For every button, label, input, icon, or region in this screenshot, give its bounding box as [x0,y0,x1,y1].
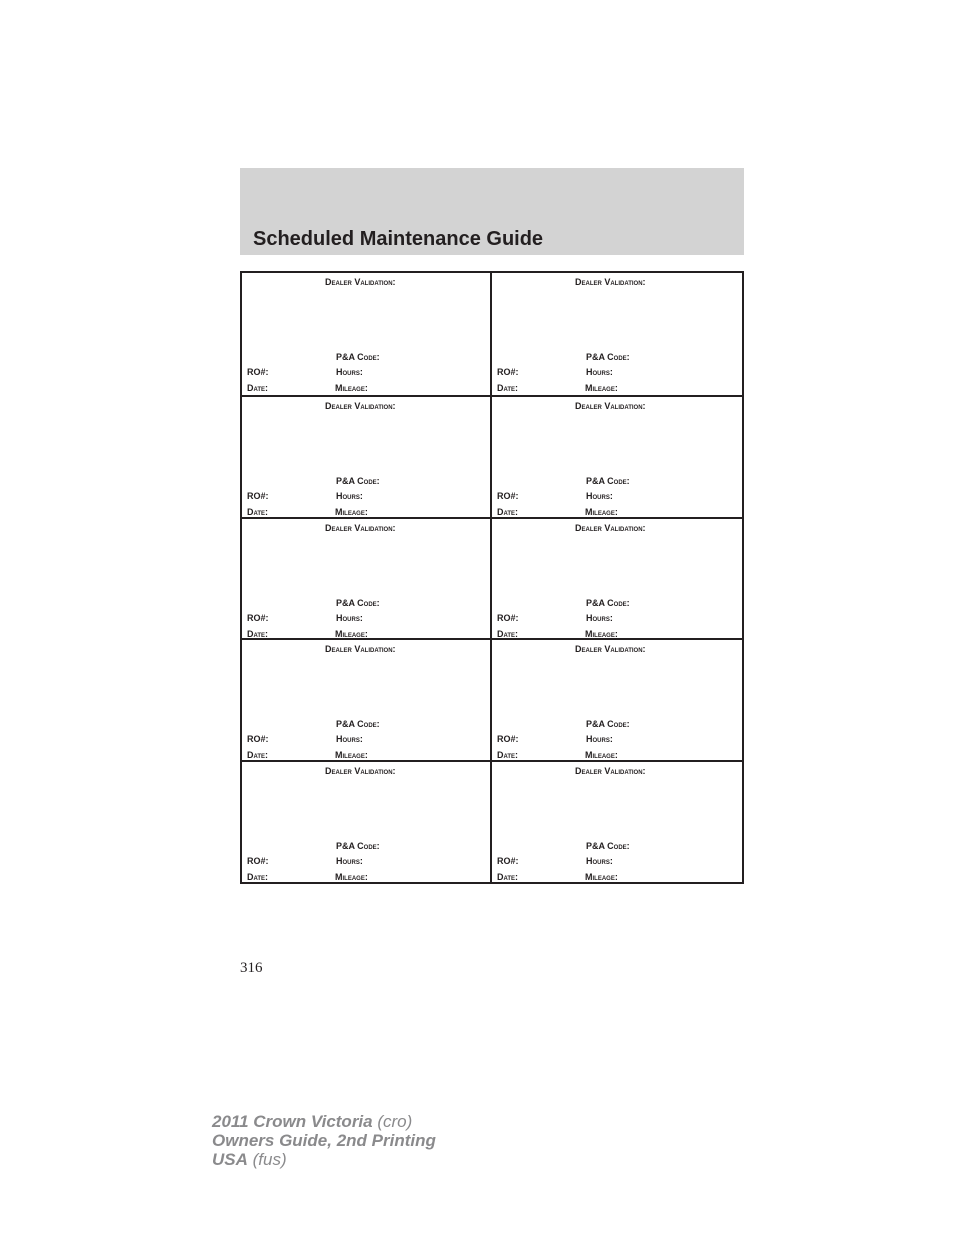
mileage-label: Mileage: [585,383,618,393]
hours-label: Hours: [336,856,363,867]
hours-label: Hours: [586,490,613,501]
footer-line-1 [212,1112,436,1131]
dealer-validation-label: Dealer Validation: [575,522,646,533]
document-footer [212,1112,436,1169]
validation-box [492,638,742,760]
section-title: Scheduled Maintenance Guide [253,228,544,250]
pa-code-label: P&A Code: [336,841,380,852]
mileage-label: Mileage: [585,750,618,761]
pa-code-label: P&A Code: [336,719,380,730]
footer-market: USA [212,1150,248,1169]
ro-label: RO#: [247,612,269,623]
dealer-validation-label: Dealer Validation: [575,644,646,655]
date-label: Date: [247,750,269,761]
footer-model-code: (cro) [372,1112,413,1131]
ro-label: RO#: [497,612,519,623]
mileage-label: Mileage: [335,383,368,393]
dealer-validation-label: Dealer Validation: [325,766,396,777]
pa-code-label: P&A Code: [586,841,630,852]
date-label: Date: [497,872,519,883]
hours-label: Hours: [336,367,363,377]
ro-label: RO#: [247,367,269,377]
date-label: Date: [247,506,269,517]
page-number: 316 [240,960,263,976]
mileage-label: Mileage: [335,506,368,517]
hours-label: Hours: [336,490,363,501]
dealer-validation-label: Dealer Validation: [325,277,396,287]
validation-box [242,273,492,395]
ro-label: RO#: [497,856,519,867]
validation-box [492,273,742,395]
date-label: Date: [497,750,519,761]
pa-code-label: P&A Code: [586,352,630,362]
date-label: Date: [247,628,269,639]
ro-label: RO#: [497,734,519,745]
hours-label: Hours: [586,856,613,867]
hours-label: Hours: [336,612,363,623]
ro-label: RO#: [497,367,519,377]
footer-market-code: (fus) [247,1150,287,1169]
pa-code-label: P&A Code: [336,475,380,486]
ro-label: RO#: [247,734,269,745]
mileage-label: Mileage: [335,628,368,639]
validation-box [242,760,492,882]
ro-label: RO#: [247,490,269,501]
mileage-label: Mileage: [335,872,368,883]
mileage-label: Mileage: [585,628,618,639]
ro-label: RO#: [247,856,269,867]
dealer-validation-label: Dealer Validation: [325,400,396,411]
ro-label: RO#: [497,490,519,501]
validation-box [242,638,492,760]
mileage-label: Mileage: [335,750,368,761]
pa-code-label: P&A Code: [336,597,380,608]
date-label: Date: [497,628,519,639]
hours-label: Hours: [336,734,363,745]
pa-code-label: P&A Code: [336,352,380,362]
footer-line-3 [212,1150,436,1169]
mileage-label: Mileage: [585,872,618,883]
validation-box [242,395,492,517]
dealer-validation-label: Dealer Validation: [575,766,646,777]
dealer-validation-label: Dealer Validation: [575,400,646,411]
date-label: Date: [497,506,519,517]
dealer-validation-label: Dealer Validation: [325,522,396,533]
date-label: Date: [497,383,519,393]
dealer-validation-grid [240,271,744,884]
section-header-band [240,168,744,255]
hours-label: Hours: [586,734,613,745]
pa-code-label: P&A Code: [586,719,630,730]
validation-box [492,517,742,639]
hours-label: Hours: [586,612,613,623]
date-label: Date: [247,383,269,393]
hours-label: Hours: [586,367,613,377]
dealer-validation-label: Dealer Validation: [325,644,396,655]
footer-model: 2011 Crown Victoria [212,1112,373,1131]
dealer-validation-label: Dealer Validation: [575,277,646,287]
footer-line-2: Owners Guide, 2nd Printing [212,1131,436,1150]
pa-code-label: P&A Code: [586,597,630,608]
validation-box [242,517,492,639]
date-label: Date: [247,872,269,883]
validation-box [492,760,742,882]
pa-code-label: P&A Code: [586,475,630,486]
validation-box [492,395,742,517]
mileage-label: Mileage: [585,506,618,517]
